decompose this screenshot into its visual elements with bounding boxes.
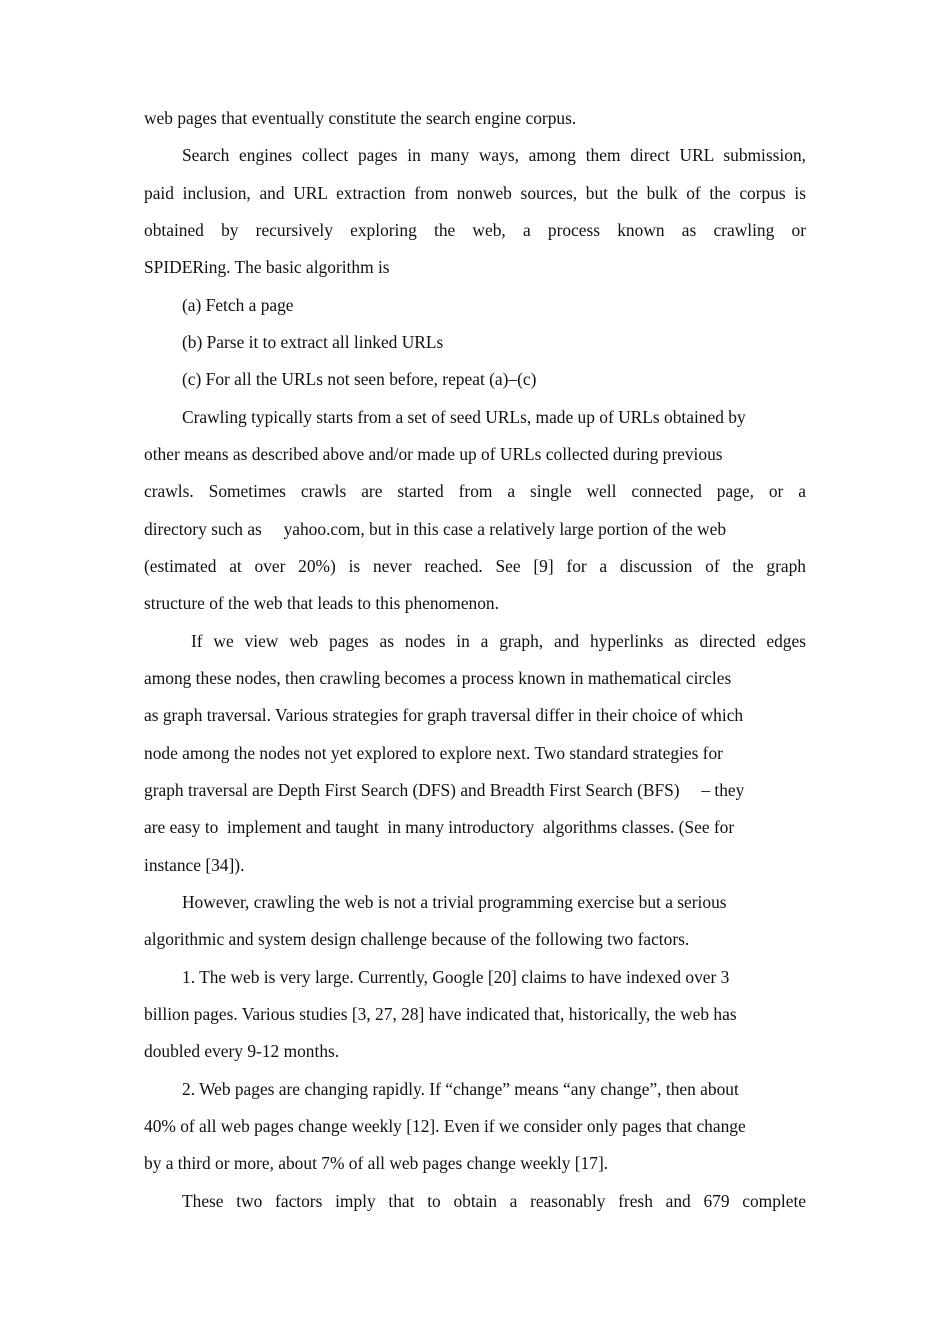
text-line: directory such as yahoo.com, but in this case a relatively large portion of the web: [144, 519, 727, 539]
text-line: (estimated at over 20%) is never reached. See [9] for a discussion of the graph: [144, 556, 806, 576]
text-line: Search engines collect pages in many ways, among them direct URL submission,: [182, 145, 806, 165]
text-line: are easy to implement and taught in many introductory algorithms classes. (See for: [144, 817, 735, 837]
text-line: These two factors imply that to obtain a reasonably fresh and 679 complete: [182, 1191, 806, 1211]
text-line: web pages that eventually constitute the search engine corpus.: [144, 108, 577, 128]
text-line: among these nodes, then crawling becomes a process known in mathematical circles: [144, 668, 732, 688]
text-line: doubled every 9-12 months.: [144, 1041, 340, 1061]
text-line: crawls. Sometimes crawls are started from a single well connected page, or a: [144, 481, 806, 501]
text-line: algorithmic and system design challenge because of the following two factors.: [144, 929, 690, 949]
list-item: 1. The web is very large. Currently, Google [20] claims to have indexed over 3: [182, 967, 730, 987]
text-line: 40% of all web pages change weekly [12]. Even if we consider only pages that change: [144, 1116, 746, 1136]
list-item: 2. Web pages are changing rapidly. If “change” means “any change”, then about: [182, 1079, 739, 1099]
algorithm-step: (c) For all the URLs not seen before, repeat (a)–(c): [182, 369, 537, 389]
text-line: paid inclusion, and URL extraction from nonweb sources, but the bulk of the corpus is: [144, 183, 806, 203]
text-line: Crawling typically starts from a set of seed URLs, made up of URLs obtained by: [182, 407, 746, 427]
text-line: obtained by recursively exploring the web, a process known as crawling or: [144, 220, 806, 240]
text-line: by a third or more, about 7% of all web pages change weekly [17].: [144, 1153, 609, 1173]
algorithm-step: (a) Fetch a page: [182, 295, 294, 315]
text-line: graph traversal are Depth First Search (DFS) and Breadth First Search (BFS) – they: [144, 780, 745, 800]
text-line: structure of the web that leads to this phenomenon.: [144, 593, 499, 613]
text-line: other means as described above and/or made up of URLs collected during previous: [144, 444, 723, 464]
text-line: However, crawling the web is not a trivial programming exercise but a serious: [182, 892, 727, 912]
text-line: node among the nodes not yet explored to explore next. Two standard strategies for: [144, 743, 723, 763]
text-line: SPIDERing. The basic algorithm is: [144, 257, 390, 277]
text-line: instance [34]).: [144, 855, 245, 875]
text-line: If we view web pages as nodes in a graph, and hyperlinks as directed edges: [191, 631, 806, 651]
algorithm-step: (b) Parse it to extract all linked URLs: [182, 332, 444, 352]
text-line: billion pages. Various studies [3, 27, 28] have indicated that, historically, the web has: [144, 1004, 737, 1024]
text-line: as graph traversal. Various strategies for graph traversal differ in their choice of which: [144, 705, 744, 725]
